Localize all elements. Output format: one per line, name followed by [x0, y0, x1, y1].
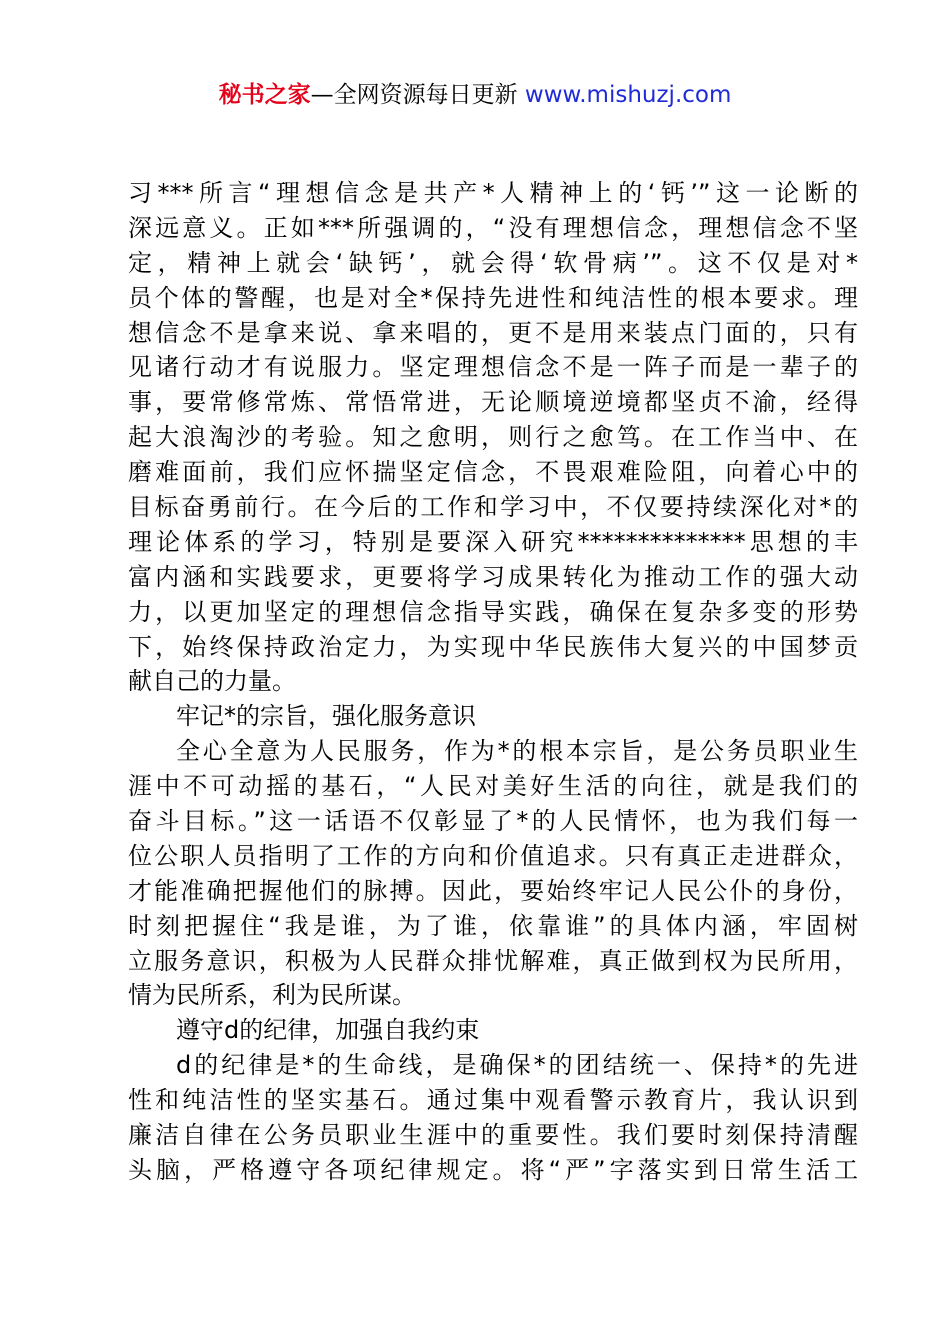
- paragraph-line: 深远意义。正如***所强调的，“没有理想信念，理想信念不坚: [128, 213, 858, 242]
- paragraph-line: 想信念不是拿来说、拿来唱的，更不是用来装点门面的，只有: [128, 318, 858, 347]
- site-header: [0, 78, 950, 112]
- paragraph-line: 廉洁自律在公务员职业生涯中的重要性。我们要时刻保持清醒: [128, 1121, 858, 1150]
- paragraph-line: 富内涵和实践要求，更要将学习成果转化为推动工作的强大动: [128, 562, 858, 591]
- paragraph-line: 涯中不可动摇的基石，“人民对美好生活的向往，就是我们的: [128, 772, 858, 801]
- paragraph-line: 员个体的警醒，也是对全*保持先进性和纯洁性的根本要求。理: [128, 283, 858, 312]
- paragraph-line: 起大浪淘沙的考验。知之愈明，则行之愈笃。在工作当中、在: [128, 423, 858, 452]
- paragraph-line: 力，以更加坚定的理想信念指导实践，确保在复杂多变的形势: [128, 597, 858, 626]
- document-body: [128, 176, 858, 1188]
- paragraph-line: d的纪律是*的生命线，是确保*的团结统一、保持*的先进: [176, 1051, 858, 1080]
- site-url[interactable]: www.mishuzj.com: [524, 82, 732, 108]
- paragraph-line: 定，精神上就会‘缺钙’，就会得‘软骨病’”。这不仅是对*: [128, 248, 858, 277]
- site-tagline: —全网资源每日更新: [310, 82, 525, 108]
- paragraph-line: 头脑，严格遵守各项纪律规定。将“严”字落实到日常生活工: [128, 1155, 858, 1184]
- paragraph-line: 时刻把握住“我是谁，为了谁，依靠谁”的具体内涵，牢固树: [128, 911, 858, 940]
- section-heading: 牢记*的宗旨，强化服务意识: [176, 702, 476, 731]
- paragraph-line: 下，始终保持政治定力，为实现中华民族伟大复兴的中国梦贡: [128, 632, 858, 661]
- paragraph-line: 全心全意为人民服务，作为*的根本宗旨，是公务员职业生: [176, 737, 858, 766]
- site-brand: 秘书之家: [218, 82, 311, 108]
- paragraph-line: 献自己的力量。: [128, 667, 296, 696]
- paragraph-line: 理论体系的学习，特别是要深入研究**************思想的丰: [128, 527, 858, 556]
- paragraph-line: 磨难面前，我们应怀揣坚定信念，不畏艰难险阻，向着心中的: [128, 458, 858, 487]
- paragraph-line: 事，要常修常炼、常悟常进，无论顺境逆境都坚贞不渝，经得: [128, 388, 858, 417]
- paragraph-line: 情为民所系，利为民所谋。: [128, 981, 416, 1010]
- paragraph-line: 见诸行动才有说服力。坚定理想信念不是一阵子而是一辈子的: [128, 353, 858, 382]
- paragraph-line: 奋斗目标。”这一话语不仅彰显了*的人民情怀，也为我们每一: [128, 807, 858, 836]
- paragraph-line: 位公职人员指明了工作的方向和价值追求。只有真正走进群众，: [128, 841, 858, 870]
- paragraph-line: 才能准确把握他们的脉搏。因此，要始终牢记人民公仆的身份，: [128, 876, 858, 905]
- paragraph-line: 立服务意识，积极为人民群众排忧解难，真正做到权为民所用，: [128, 946, 858, 975]
- paragraph-line: 目标奋勇前行。在今后的工作和学习中，不仅要持续深化对*的: [128, 493, 858, 522]
- paragraph-line: 习***所言“理想信念是共产*人精神上的‘钙’”这一论断的: [128, 179, 858, 207]
- section-heading: 遵守d的纪律，加强自我约束: [176, 1016, 480, 1045]
- paragraph-line: 性和纯洁性的坚实基石。通过集中观看警示教育片，我认识到: [128, 1086, 858, 1115]
